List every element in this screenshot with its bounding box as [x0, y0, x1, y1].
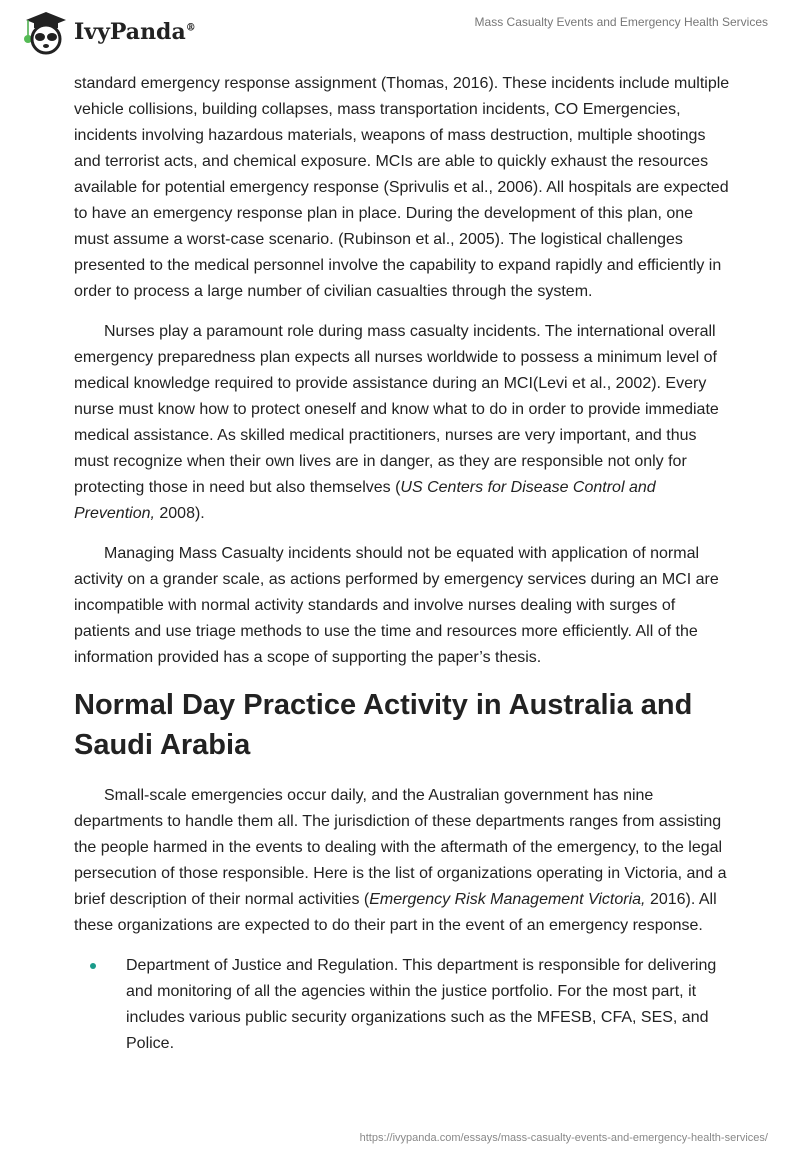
paragraph	[74, 783, 730, 939]
text-segment: 2016). All these organizations are expected to do their part in the event of an emergency response.	[74, 891, 717, 934]
document-title: Mass Casualty Events and Emergency Health Services	[474, 15, 768, 29]
bullet-list	[74, 953, 730, 1057]
paragraph	[74, 71, 730, 305]
citation-italic: Emergency Risk Management Victoria,	[369, 891, 646, 908]
list-item	[74, 953, 730, 1057]
source-url[interactable]: https://ivypanda.com/essays/mass-casualty-events-and-emergency-health-services/	[359, 1132, 768, 1144]
text-segment: Nurses play a paramount role during mass casualty incidents. The international overall emergency preparedness plan expects all nurses worldwide to possess a minimum level of medical knowledge required to provide assistance during an MCI(Levi et al., 2002). Every nurse must know how to protect oneself and know what to do in order to provide immediate medical assistance. As skilled medical practitioners, nurses are very important, and thus must recognize when their own lives are in danger, as they are responsible not only for protecting those in need but also themselves (	[74, 323, 719, 496]
panda-logo-icon	[20, 8, 68, 56]
logo-text: IvyPanda®	[74, 19, 196, 45]
list-item-text: Department of Justice and Regulation. This department is responsible for delivering and monitoring of all the agencies within the justice portfolio. For the most part, it includes various public security organizations such as the MFESB, CFA, SES, and Police.	[126, 957, 717, 1052]
bullet-icon	[90, 963, 96, 969]
section-heading: Normal Day Practice Activity in Australia and Saudi Arabia	[74, 689, 693, 761]
paragraph	[74, 319, 730, 527]
logo[interactable]	[20, 8, 196, 56]
text-segment: Managing Mass Casualty incidents should not be equated with application of normal activity on a grander scale, as actions performed by emergency services during an MCI are incompatible with normal activity standards and involve nurses dealing with surges of patients and use triage methods to use the time and resources more efficiently. All of the information provided has a scope of supporting the paper’s thesis.	[74, 545, 719, 666]
text-segment: standard emergency response assignment (Thomas, 2016). These incidents include multiple vehicle collisions, building collapses, mass transportation incidents, CO Emergencies, incidents involving hazardous materials, weapons of mass destruction, multiple shootings and terrorist acts, and chemical exposure. MCIs are able to quickly exhaust the resources available for potential emergency response (Sprivulis et al., 2006). All hospitals are expected to have an emergency response plan in place. During the development of this plan, one must assume a worst-case scenario. (Rubinson et al., 2005). The logistical challenges presented to the medical personnel involve the capability to expand rapidly and efficiently in order to process a large number of civilian casualties through the system.	[74, 75, 730, 300]
text-segment: 2008).	[154, 505, 205, 522]
paragraph	[74, 541, 730, 671]
header	[0, 0, 800, 60]
text-segment: Small-scale emergencies occur daily, and the Australian government has nine departments to handle them all. The jurisdiction of these departments ranges from assisting the people harmed in the events to dealing with the aftermath of the emergency, to the legal persecution of those responsible. Here is the list of organizations operating in Victoria, and a brief description of their normal activities (	[74, 787, 727, 908]
article-body	[74, 71, 730, 1057]
citation-italic: US Centers for Disease Control and Prevention,	[74, 479, 656, 522]
